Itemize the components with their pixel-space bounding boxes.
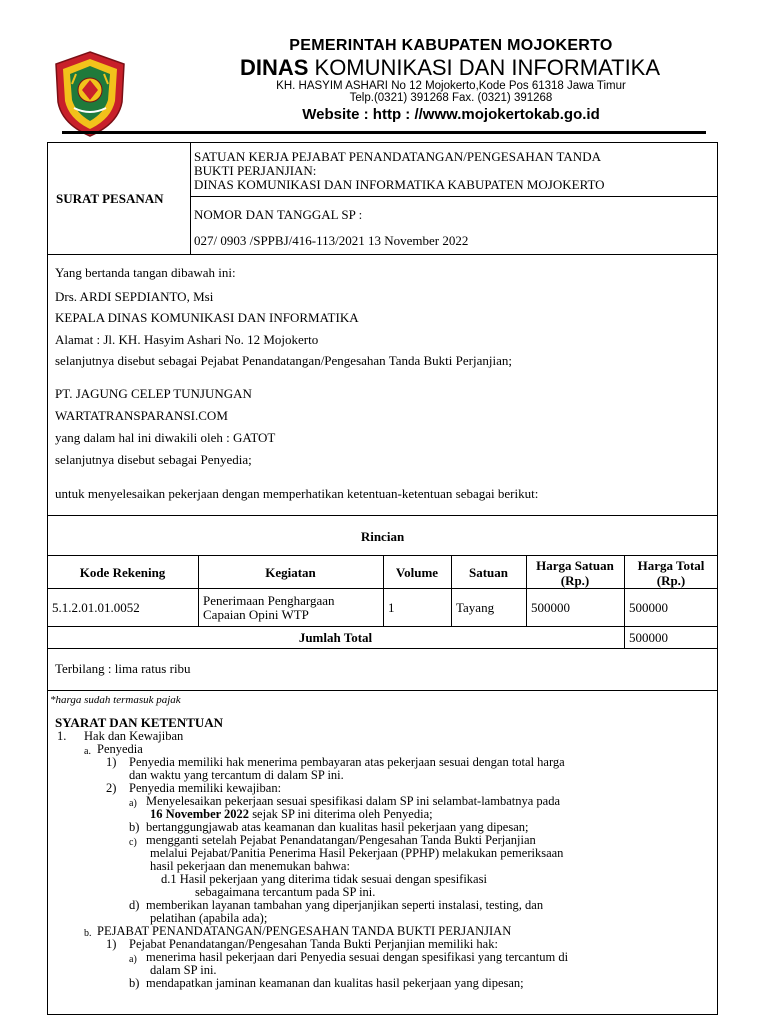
col-kode-rekening: Kode Rekening: [79, 565, 166, 580]
syarat-a1-line1: Penyedia memiliki hak menerima pembayaran atas pekerjaan sesuai dengan total harga: [129, 755, 565, 769]
header-website[interactable]: Website : http : //www.mojokertokab.go.id: [302, 106, 600, 123]
syarat-a2c-line1: mengganti setelah Pejabat Penandatangan/Pengesahan Tanda Bukti Perjanjian: [146, 833, 536, 847]
syarat-letter-a: a.: [84, 746, 91, 757]
header-rule: [62, 131, 706, 134]
nomor-label: NOMOR DAN TANGGAL SP :: [194, 207, 363, 222]
official-position: KEPALA DINAS KOMUNIKASI DAN INFORMATIKA: [55, 310, 359, 325]
syarat-title: SYARAT DAN KETENTUAN: [55, 715, 224, 730]
cell-kode-rekening: 5.1.2.01.01.0052: [52, 600, 140, 615]
syarat-a2d-num: d): [129, 898, 140, 912]
cell-harga-satuan: 500000: [531, 600, 570, 615]
satker-line2: BUKTI PERJANJIAN:: [194, 163, 317, 178]
syarat-a2c-line2: melalui Pejabat/Panitia Penerima Hasil Pekerjaan (PPHP) melakukan pemeriksaan: [150, 846, 564, 860]
syarat-num-1: 1.: [57, 729, 67, 743]
cell-volume: 1: [388, 600, 395, 615]
syarat-a2-line: Penyedia memiliki kewajiban:: [129, 781, 282, 795]
syarat-a2a-num: a): [129, 798, 137, 809]
syarat-a2c-num: c): [129, 837, 137, 848]
syarat-hak-kewajiban: Hak dan Kewajiban: [84, 729, 184, 743]
col-harga-total-unit: (Rp.): [656, 573, 686, 588]
tax-note: *harga sudah termasuk pajak: [50, 694, 181, 706]
syarat-b1a-num: a): [129, 954, 137, 965]
cell-satuan: Tayang: [456, 600, 495, 615]
syarat-a2c-line4: d.1 Hasil pekerjaan yang diterima tidak sesuai dengan spesifikasi: [161, 872, 487, 886]
header-address: KH. HASYIM ASHARI No 12 Mojokerto,Kode Pos 61318 Jawa Timur: [276, 80, 626, 92]
syarat-a2c-line5: sebagaimana tercantum pada SP ini.: [195, 885, 376, 899]
company-role: selanjutnya disebut sebagai Penyedia;: [55, 452, 252, 467]
syarat-b1b-num: b): [129, 976, 140, 990]
regency-logo: [52, 50, 128, 138]
syarat-a2a-line1: Menyelesaikan pekerjaan sesuai spesifikasi dalam SP ini selambat-lambatnya pada: [146, 794, 560, 808]
deadline-date: 16 November 2022: [150, 807, 250, 821]
table-border: [47, 142, 718, 143]
syarat-b1a-line1: menerima hasil pekerjaan dari Penyedia sesuai dengan spesifikasi yang tercantum di: [146, 950, 569, 964]
syarat-b1b-line: mendapatkan jaminan keamanan dan kualitas hasil pekerjaan yang dipesan;: [146, 976, 524, 990]
deadline-rest: sejak SP ini diterima oleh Penyedia;: [249, 807, 433, 821]
parties-intro: Yang bertanda tangan dibawah ini:: [55, 265, 236, 280]
header-line2: [170, 55, 730, 81]
col-harga-satuan-unit: (Rp.): [560, 573, 590, 588]
header-line2-rest: KOMUNIKASI DAN INFORMATIKA: [308, 55, 661, 80]
col-harga-total: Harga Total: [637, 558, 705, 573]
syarat-a2d-line1: memberikan layanan tambahan yang diperjanjikan seperti instalasi, testing, dan: [146, 898, 544, 912]
company-name: PT. JAGUNG CELEP TUNJUNGAN: [55, 386, 252, 401]
syarat-b1-line: Pejabat Penandatangan/Pengesahan Tanda Bukti Perjanjian memiliki hak:: [129, 937, 498, 951]
syarat-a1-num: 1): [106, 755, 117, 769]
company-representative: yang dalam hal ini diwakili oleh : GATOT: [55, 430, 276, 445]
cell-harga-total: 500000: [629, 600, 668, 615]
col-satuan: Satuan: [468, 565, 509, 580]
surat-pesanan-label: SURAT PESANAN: [56, 191, 164, 206]
purpose-statement: untuk menyelesaikan pekerjaan dengan memperhatikan ketentuan-ketentuan sebagai berikut:: [55, 486, 539, 501]
nomor-value: 027/ 0903 /SPPBJ/416-113/2021 13 November 2022: [194, 233, 469, 248]
header-line2-bold: DINAS: [239, 55, 309, 80]
terbilang: Terbilang : lima ratus ribu: [55, 661, 191, 676]
satker-line3: DINAS KOMUNIKASI DAN INFORMATIKA KABUPATEN MOJOKERTO: [194, 177, 605, 192]
syarat-penyedia: Penyedia: [97, 742, 143, 756]
col-volume: Volume: [395, 565, 439, 580]
syarat-b1a-line2: dalam SP ini.: [150, 963, 217, 977]
header-line1: PEMERINTAH KABUPATEN MOJOKERTO: [289, 37, 613, 54]
col-harga-satuan: Harga Satuan: [536, 558, 614, 573]
syarat-a2c-line3: hasil pekerjaan dan menemukan bahwa:: [150, 859, 350, 873]
official-name: Drs. ARDI SEPDIANTO, Msi: [55, 289, 214, 304]
official-role: selanjutnya disebut sebagai Pejabat Penandatangan/Pengesahan Tanda Bukti Perjanjian;: [55, 353, 512, 368]
jumlah-total-label: Jumlah Total: [298, 630, 373, 645]
cell-kegiatan-line2: Capaian Opini WTP: [203, 607, 309, 622]
cell-kegiatan-line1: Penerimaan Penghargaan: [203, 593, 335, 608]
syarat-a2b-line: bertanggungjawab atas keamanan dan kualitas hasil pekerjaan yang dipesan;: [146, 820, 529, 834]
official-address: Alamat : Jl. KH. Hasyim Ashari No. 12 Mojokerto: [55, 332, 319, 347]
syarat-letter-b: b.: [84, 928, 92, 939]
rincian-title: Rincian: [360, 529, 405, 544]
company-name-2: WARTATRANSPARANSI.COM: [55, 408, 228, 423]
syarat-b1-num: 1): [106, 937, 117, 951]
syarat-a2b-num: b): [129, 820, 140, 834]
satker-line1: SATUAN KERJA PEJABAT PENANDATANGAN/PENGESAHAN TANDA: [194, 149, 601, 164]
syarat-pejabat-heading: PEJABAT PENANDATANGAN/PENGESAHAN TANDA BUKTI PERJANJIAN: [97, 924, 512, 938]
jumlah-total-value: 500000: [629, 630, 668, 645]
header-phone: Telp.(0321) 391268 Fax. (0321) 391268: [349, 92, 553, 104]
syarat-a1-line2: dan waktu yang tercantum di dalam SP ini.: [129, 768, 344, 782]
syarat-a2-num: 2): [106, 781, 117, 795]
col-kegiatan: Kegiatan: [265, 565, 316, 580]
syarat-a2d-line2: pelatihan (apabila ada);: [150, 911, 268, 925]
